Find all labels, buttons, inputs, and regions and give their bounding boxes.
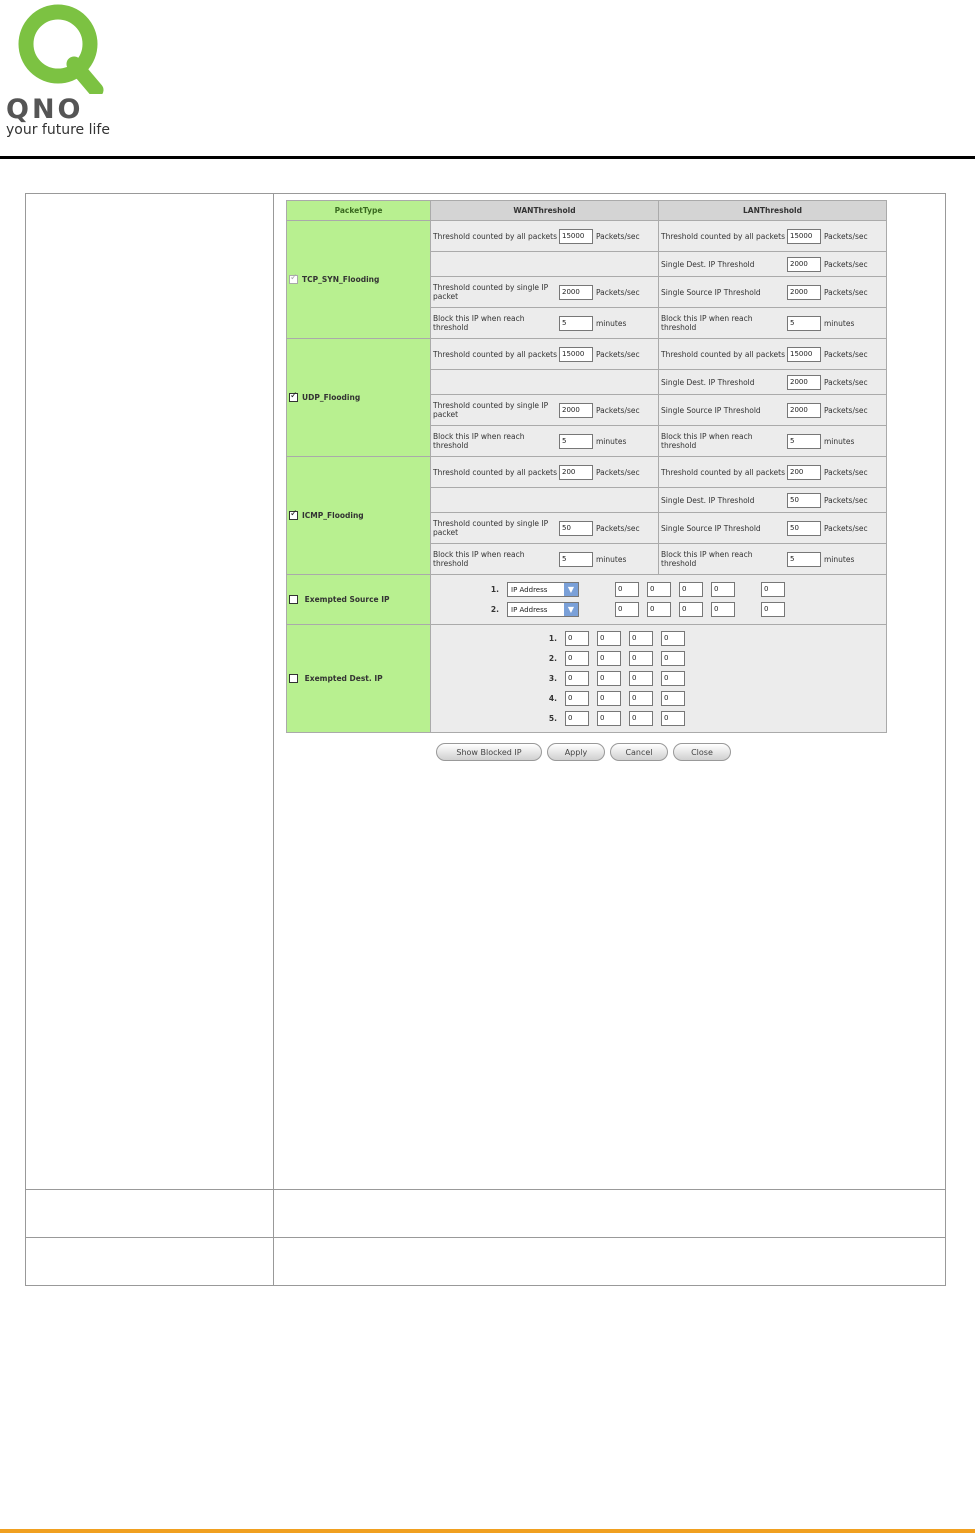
wan-block-minutes-input[interactable]: 5 [559,316,593,331]
wan-all-packets-input[interactable]: 15000 [559,229,593,244]
ip-octet-input[interactable]: 0 [661,651,685,666]
wan-block-cell [431,544,659,575]
lan-dest-cell [659,488,887,513]
action-button-bar [436,743,731,761]
wan-block-minutes-label: Block this IP when reach threshold [433,550,525,568]
wan-block-minutes-input[interactable]: 5 [559,552,593,567]
apply-button[interactable]: Apply [547,743,605,761]
ip-octet-input[interactable]: 0 [661,691,685,706]
lan-single-source-unit: Packets/sec [824,405,868,415]
exempted-dest-entry [539,669,884,689]
lan-single-source-label: Single Source IP Threshold [661,287,761,297]
entry-index: 5. [548,714,557,723]
exempted-dest-entry [539,649,884,669]
lan-all-packets-unit: Packets/sec [824,231,868,241]
flood-row [287,339,887,370]
document-table [25,193,946,1286]
tcp-syn-flooding-checkbox [289,275,298,284]
wan-all-packets-label: Threshold counted by all packets [433,467,558,477]
lan-single-source-input[interactable]: 2000 [787,403,821,418]
wan-empty-cell [431,252,659,277]
exempted-source-entry [481,580,884,600]
lan-dest-cell [659,252,887,277]
ip-octet-input[interactable]: 0 [629,691,653,706]
ip-type-value: IP Address [511,605,548,614]
qno-logo [6,2,118,140]
packet-type-cell [287,221,431,339]
wan-block-minutes-unit: minutes [596,436,627,446]
table-row-divider [26,1189,945,1190]
wan-single-ip-cell [431,513,659,544]
ip-octet-input[interactable]: 0 [565,691,589,706]
wan-all-packets-label: Threshold counted by all packets [433,349,558,359]
packet-type-name: TCP_SYN_Flooding [302,274,380,284]
ip-octet-input[interactable]: 0 [661,671,685,686]
exempted-dest-entry [539,629,884,649]
lan-block-minutes-unit: minutes [824,318,855,328]
lan-single-source-input[interactable]: 50 [787,521,821,536]
ip-octet-input[interactable]: 0 [647,602,671,617]
ip-octet-input[interactable]: 0 [597,651,621,666]
entry-index: 3. [548,674,557,683]
ip-octet-input[interactable]: 0 [629,651,653,666]
lan-all-packets-unit: Packets/sec [824,349,868,359]
ip-octet-input[interactable]: 0 [679,602,703,617]
lan-all-packets-label: Threshold counted by all packets [661,349,786,359]
lan-single-dest-input[interactable]: 50 [787,493,821,508]
header-packet-type: PacketType [287,201,431,221]
ip-octet-input[interactable]: 0 [711,582,735,597]
ip-octet-input[interactable]: 0 [565,651,589,666]
wan-single-ip-input[interactable]: 2000 [559,403,593,418]
exempted-dest-cell [287,625,431,733]
lan-block-minutes-input[interactable]: 5 [787,552,821,567]
chevron-down-icon: ▼ [564,603,578,616]
lan-all-packets-cell [659,221,887,252]
lan-single-source-unit: Packets/sec [824,287,868,297]
lan-all-packets-cell [659,457,887,488]
wan-all-packets-cell [431,457,659,488]
logo-wordmark: QNO [6,94,84,125]
ip-octet-input[interactable]: 0 [597,691,621,706]
ip-type-select[interactable] [507,602,579,617]
lan-block-minutes-label: Block this IP when reach threshold [661,314,753,332]
footer-divider [0,1529,975,1533]
exempted-dest-checkbox[interactable] [289,674,298,683]
exempted-source-cell [287,575,431,625]
table-header-row [287,201,887,221]
entry-index: 4. [548,694,557,703]
lan-single-source-input[interactable]: 2000 [787,285,821,300]
wan-all-packets-unit: Packets/sec [596,467,640,477]
wan-block-minutes-unit: minutes [596,318,627,328]
ip-range-end-input[interactable]: 0 [761,602,785,617]
table-row-divider [26,1237,945,1238]
lan-source-cell [659,277,887,308]
wan-single-ip-cell [431,395,659,426]
ip-type-select[interactable] [507,582,579,597]
lan-single-dest-unit: Packets/sec [824,259,868,269]
lan-all-packets-label: Threshold counted by all packets [661,467,786,477]
wan-block-minutes-unit: minutes [596,554,627,564]
lan-block-minutes-input[interactable]: 5 [787,316,821,331]
exempted-dest-row [287,625,887,733]
lan-single-dest-unit: Packets/sec [824,377,868,387]
ip-octet-input[interactable]: 0 [565,671,589,686]
lan-block-minutes-label: Block this IP when reach threshold [661,432,753,450]
lan-single-source-unit: Packets/sec [824,523,868,533]
ip-type-value: IP Address [511,585,548,594]
cancel-button[interactable]: Cancel [610,743,668,761]
chevron-down-icon: ▼ [564,583,578,596]
wan-all-packets-unit: Packets/sec [596,231,640,241]
lan-block-cell [659,426,887,457]
lan-all-packets-input[interactable]: 15000 [787,347,821,362]
ip-range-end-input[interactable]: 0 [761,582,785,597]
ip-octet-input[interactable]: 0 [647,582,671,597]
packet-type-cell [287,457,431,575]
wan-block-minutes-label: Block this IP when reach threshold [433,314,525,332]
wan-all-packets-cell [431,221,659,252]
lan-all-packets-label: Threshold counted by all packets [661,231,786,241]
lan-all-packets-input[interactable]: 15000 [787,229,821,244]
dos-threshold-table [286,200,887,733]
wan-all-packets-input[interactable]: 15000 [559,347,593,362]
ip-octet-input[interactable]: 0 [597,631,621,646]
exempted-source-row [287,575,887,625]
exempted-dest-entry [539,689,884,709]
exempted-dest-entries [431,625,887,733]
ip-octet-input[interactable]: 0 [661,711,685,726]
show-blocked-ip-button[interactable]: Show Blocked IP [436,743,542,761]
wan-all-packets-input[interactable]: 200 [559,465,593,480]
lan-block-minutes-input[interactable]: 5 [787,434,821,449]
ip-octet-input[interactable]: 0 [565,711,589,726]
logo-tagline: your future life [6,122,110,138]
wan-single-ip-input[interactable]: 2000 [559,285,593,300]
entry-index: 1. [548,634,557,643]
table-column-divider [273,194,274,1285]
exempted-source-label: Exempted Source IP [304,594,390,604]
wan-single-ip-label: Threshold counted by single IP packet [433,283,549,301]
lan-all-packets-input[interactable]: 200 [787,465,821,480]
lan-single-dest-input[interactable]: 2000 [787,375,821,390]
lan-all-packets-unit: Packets/sec [824,467,868,477]
wan-all-packets-label: Threshold counted by all packets [433,231,558,241]
lan-all-packets-cell [659,339,887,370]
lan-single-dest-label: Single Dest. IP Threshold [661,259,755,269]
logo-q-icon [16,2,106,94]
ip-octet-input[interactable]: 0 [615,582,639,597]
ip-octet-input[interactable]: 0 [565,631,589,646]
wan-block-minutes-label: Block this IP when reach threshold [433,432,525,450]
lan-dest-cell [659,370,887,395]
lan-single-dest-label: Single Dest. IP Threshold [661,495,755,505]
wan-empty-cell [431,370,659,395]
lan-single-source-label: Single Source IP Threshold [661,405,761,415]
lan-block-cell [659,308,887,339]
wan-empty-cell [431,488,659,513]
packet-type-name: UDP_Flooding [302,392,361,402]
ip-octet-input[interactable]: 0 [629,631,653,646]
lan-single-dest-label: Single Dest. IP Threshold [661,377,755,387]
entry-index: 2. [490,605,499,614]
lan-source-cell [659,513,887,544]
wan-block-cell [431,308,659,339]
wan-single-ip-label: Threshold counted by single IP packet [433,401,549,419]
udp-flooding-checkbox[interactable] [289,393,298,402]
wan-single-ip-unit: Packets/sec [596,405,640,415]
icmp-flooding-checkbox[interactable] [289,511,298,520]
wan-all-packets-unit: Packets/sec [596,349,640,359]
lan-block-minutes-label: Block this IP when reach threshold [661,550,753,568]
ip-octet-input[interactable]: 0 [597,671,621,686]
lan-block-minutes-unit: minutes [824,554,855,564]
flood-row [287,221,887,252]
lan-source-cell [659,395,887,426]
wan-single-ip-unit: Packets/sec [596,523,640,533]
ip-octet-input[interactable]: 0 [629,671,653,686]
ip-octet-input[interactable]: 0 [661,631,685,646]
lan-block-minutes-unit: minutes [824,436,855,446]
ip-octet-input[interactable]: 0 [679,582,703,597]
exempted-source-entry [481,600,884,620]
wan-all-packets-cell [431,339,659,370]
wan-block-minutes-input[interactable]: 5 [559,434,593,449]
wan-single-ip-unit: Packets/sec [596,287,640,297]
ip-octet-input[interactable]: 0 [711,602,735,617]
lan-block-cell [659,544,887,575]
entry-index: 1. [490,585,499,594]
wan-single-ip-input[interactable]: 50 [559,521,593,536]
exempted-source-entries [431,575,887,625]
lan-single-dest-unit: Packets/sec [824,495,868,505]
header-lan-threshold: LANThreshold [659,201,887,221]
ip-octet-input[interactable]: 0 [629,711,653,726]
header-wan-threshold: WANThreshold [431,201,659,221]
packet-type-name: ICMP_Flooding [302,510,364,520]
flood-row [287,457,887,488]
exempted-source-checkbox[interactable] [289,595,298,604]
ip-octet-input[interactable]: 0 [597,711,621,726]
exempted-dest-label: Exempted Dest. IP [304,673,383,683]
lan-single-source-label: Single Source IP Threshold [661,523,761,533]
wan-block-cell [431,426,659,457]
wan-single-ip-label: Threshold counted by single IP packet [433,519,549,537]
close-button[interactable]: Close [673,743,731,761]
ip-octet-input[interactable]: 0 [615,602,639,617]
wan-single-ip-cell [431,277,659,308]
dos-settings-screenshot [286,200,886,757]
entry-index: 2. [548,654,557,663]
exempted-dest-entry [539,709,884,729]
header-divider [0,156,975,159]
lan-single-dest-input[interactable]: 2000 [787,257,821,272]
packet-type-cell [287,339,431,457]
